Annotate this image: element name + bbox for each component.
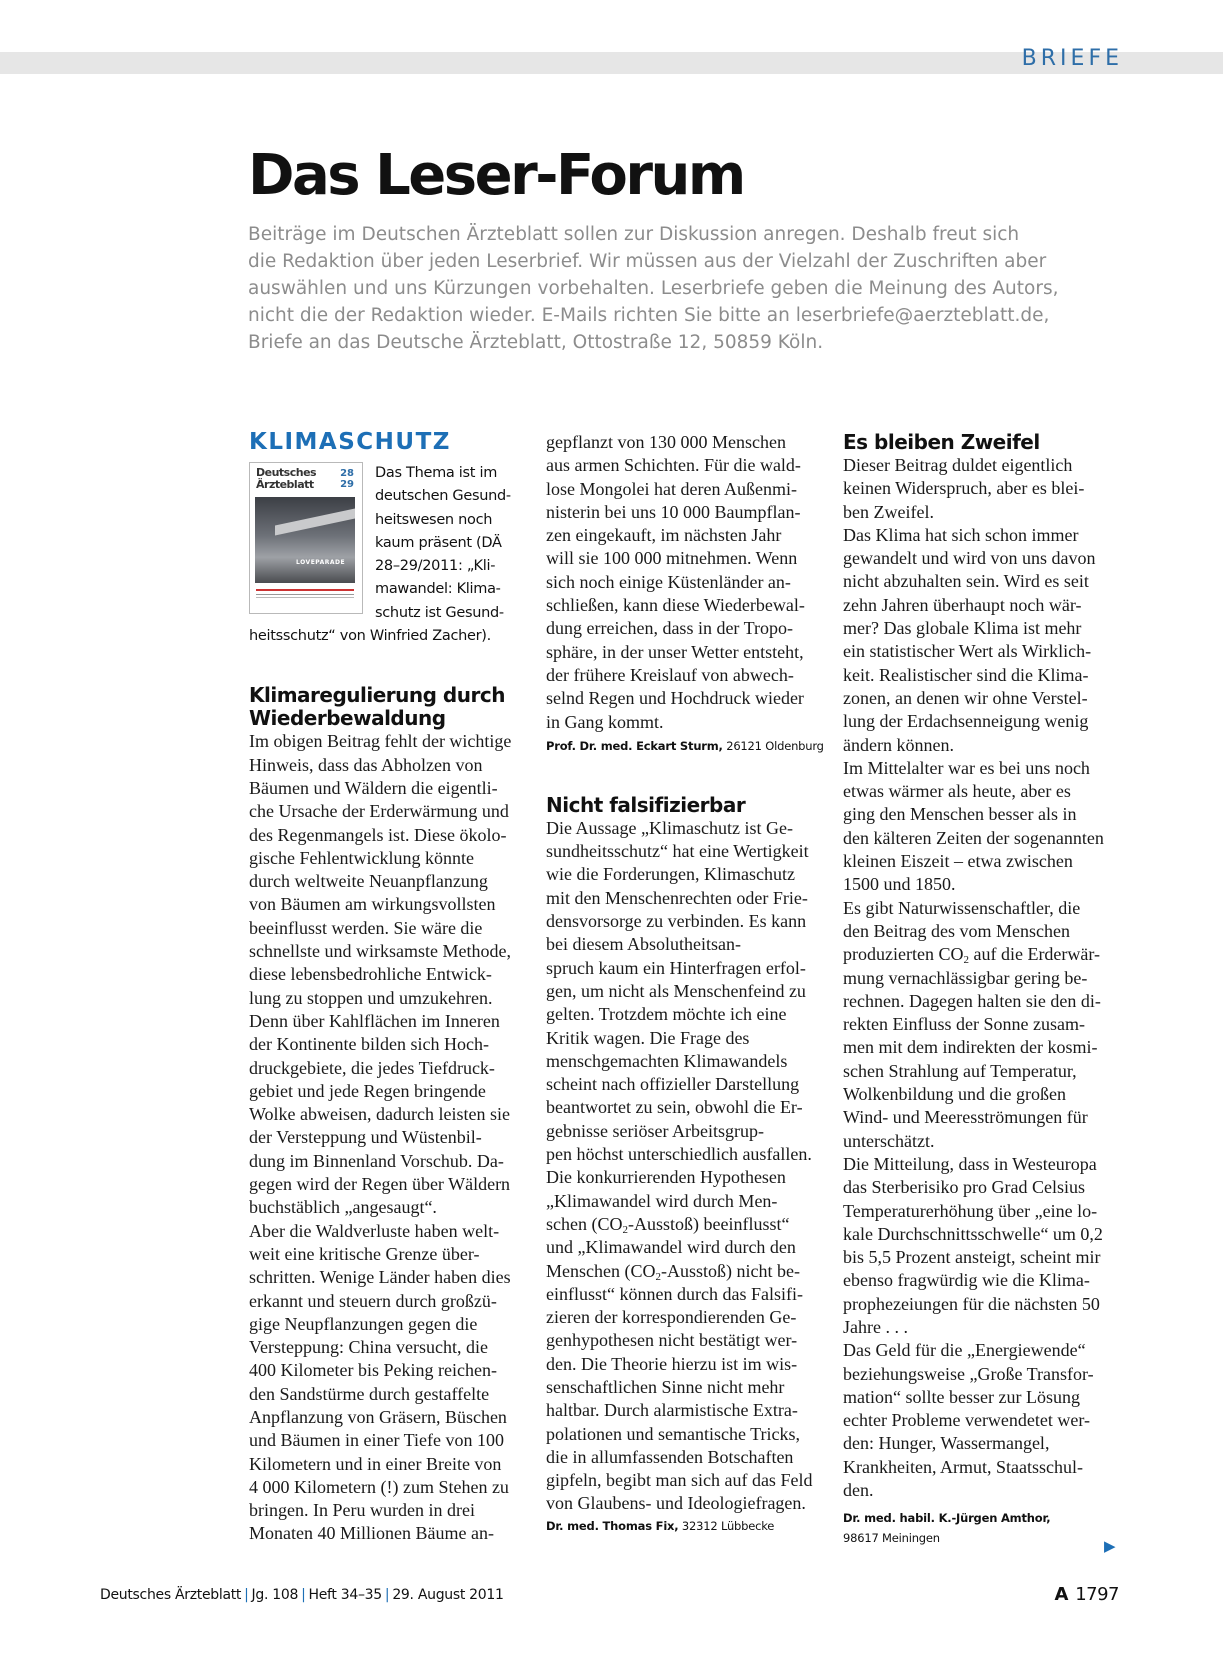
body-line: den Beitrag des vom Menschen bbox=[843, 920, 1070, 941]
body-line: buchstäblich „angesaugt“. bbox=[249, 1197, 437, 1218]
body-line bbox=[843, 943, 1125, 966]
body-line: nicht abzuhalten sein. Wird es seit bbox=[843, 571, 1089, 592]
body-line: Wolke abweisen, dadurch leisten sie bbox=[249, 1104, 510, 1125]
body-line: lung zu stoppen und umzukehren. bbox=[249, 987, 493, 1008]
text-fragment: -Ausstoß) beeinflusst“ bbox=[627, 1213, 790, 1234]
body-line: beantwortet zu sein, obwohl die Er- bbox=[546, 1097, 803, 1118]
body-line: sphäre, in der unser Wetter entsteht, bbox=[546, 641, 804, 662]
section-label: BRIEFE bbox=[1021, 46, 1123, 71]
body-line: die in allumfassenden Botschaften bbox=[546, 1446, 794, 1467]
body-line: Denn über Kahlflächen im Inneren bbox=[249, 1010, 500, 1031]
author-signature bbox=[546, 1516, 828, 1536]
body-line: dung im Binnenland Vorschub. Da- bbox=[249, 1150, 504, 1171]
body-line: Die Aussage „Klimaschutz ist Ge- bbox=[546, 817, 793, 838]
body-line: Temperaturerhöhung über „eine lo- bbox=[843, 1200, 1098, 1221]
body-line: den. Die Theorie hierzu ist im wis- bbox=[546, 1353, 798, 1374]
body-line: pen höchst unterschiedlich ausfallen. bbox=[546, 1144, 812, 1165]
column-2 bbox=[546, 431, 828, 1536]
body-line: polationen und semantische Tricks, bbox=[546, 1423, 800, 1444]
footer-volume: Jg. 108 bbox=[251, 1587, 299, 1603]
body-line: durch weltweite Neuanpflanzung bbox=[249, 871, 488, 892]
body-line: keinen Widerspruch, aber es blei- bbox=[843, 478, 1085, 499]
body-line: gewandelt und wird von uns davon bbox=[843, 548, 1096, 569]
letter-heading bbox=[249, 684, 531, 730]
text-fragment: Menschen (CO bbox=[546, 1260, 656, 1281]
body-line: men mit dem indirekten der kosmi- bbox=[843, 1037, 1098, 1058]
body-line: den. bbox=[843, 1480, 874, 1501]
body-line: rechnen. Dagegen halten sie den di- bbox=[843, 990, 1101, 1011]
body-line: Die konkurrierenden Hypothesen bbox=[546, 1167, 786, 1188]
cover-rule bbox=[256, 597, 354, 598]
body-line: der Kontinente bilden sich Hoch- bbox=[249, 1034, 489, 1055]
body-line: mation“ sollte besser zur Lösung bbox=[843, 1386, 1080, 1407]
body-line: und „Klimawandel wird durch den bbox=[546, 1237, 796, 1258]
body-line: ging den Menschen besser als in bbox=[843, 804, 1077, 825]
body-line: Versteppung: China versucht, die bbox=[249, 1337, 488, 1358]
intro-text bbox=[248, 221, 1148, 356]
kicker-klimaschutz: KLIMASCHUTZ bbox=[249, 429, 451, 455]
body-line: keit. Realistischer sind die Klima- bbox=[843, 664, 1089, 685]
footer-issue: Heft 34–35 bbox=[308, 1587, 382, 1603]
body-line: Das Geld für die „Energiewende“ bbox=[843, 1340, 1086, 1361]
text-fragment: produzierten CO bbox=[843, 944, 964, 965]
body-line: Im Mittelalter war es bei uns noch bbox=[843, 757, 1090, 778]
teaser-line: schutz ist Gesund- bbox=[375, 604, 504, 621]
body-line: ben Zweifel. bbox=[843, 501, 934, 522]
cover-issue-line: 28 bbox=[340, 468, 354, 479]
body-line: weit eine kritische Grenze über- bbox=[249, 1243, 480, 1264]
body-line: nisterin bei uns 10 000 Baumpflan- bbox=[546, 501, 801, 522]
body-line: che Ursache der Erderwärmung und bbox=[249, 801, 509, 822]
body-line: gepflanzt von 130 000 Menschen bbox=[546, 432, 786, 452]
body-line: Anpflanzung von Gräsern, Büschen bbox=[249, 1406, 507, 1427]
cover-title-line: Deutsches bbox=[256, 466, 317, 479]
magazine-cover-thumbnail bbox=[249, 462, 363, 614]
body-line: Bäumen und Wäldern die eigentli- bbox=[249, 777, 498, 798]
body-line: Krankheiten, Armut, Staatsschul- bbox=[843, 1456, 1083, 1477]
page-prefix: A bbox=[1054, 1584, 1068, 1605]
body-line: kale Durchschnittsschwelle“ um 0,2 bbox=[843, 1223, 1103, 1244]
body-line: „Klimawandel wird durch Men- bbox=[546, 1190, 778, 1211]
body-line: des Regenmangels ist. Diese ökolo- bbox=[249, 824, 507, 845]
author-place: 32312 Lübbecke bbox=[681, 1518, 775, 1533]
cover-photo-caption: LOVEPARADE bbox=[296, 559, 346, 566]
teaser-line: kaum präsent (DÄ bbox=[375, 534, 502, 551]
body-line: gebnisse seriöser Arbeitsgrup- bbox=[546, 1120, 764, 1141]
author-place: 26121 Oldenburg bbox=[726, 738, 824, 753]
footer-separator: | bbox=[244, 1587, 249, 1603]
teaser-line: deutschen Gesund- bbox=[375, 488, 511, 505]
body-line: gische Fehlentwicklung könnte bbox=[249, 847, 474, 868]
body-line: Wind- und Meeresströmungen für bbox=[843, 1107, 1088, 1128]
teaser-line: heitswesen noch bbox=[375, 511, 493, 528]
body-line: ein statistischer Wert als Wirklich- bbox=[843, 641, 1092, 662]
body-line: Jahre . . . bbox=[843, 1316, 908, 1337]
body-line: lung der Erdachsenneigung wenig bbox=[843, 711, 1089, 732]
intro-line: Briefe an das Deutsche Ärzteblatt, Ottostraße 12, 50859 Köln. bbox=[248, 332, 824, 353]
cover-title bbox=[256, 467, 316, 491]
triangle-right-icon: ▶ bbox=[1104, 1537, 1116, 1555]
body-line: densvorsorge zu verbinden. Es kann bbox=[546, 911, 807, 932]
column-3 bbox=[843, 431, 1125, 1548]
intro-line: nicht die der Redaktion wieder. E-Mails richten Sie bitte an leserbriefe@aerzteblatt.de, bbox=[248, 305, 1050, 326]
body-line: diese lebensbedrohliche Entwick- bbox=[249, 964, 492, 985]
body-line: gipfeln, begibt man sich auf das Feld bbox=[546, 1470, 813, 1491]
body-line: gegen wird der Regen über Wäldern bbox=[249, 1174, 511, 1195]
letter-body bbox=[546, 431, 828, 734]
body-line: Aber die Waldverluste haben welt- bbox=[249, 1220, 500, 1241]
body-line: das Sterberisiko pro Grad Celsius bbox=[843, 1177, 1085, 1198]
letter-heading-line: Klimaregulierung durch bbox=[249, 683, 505, 708]
body-line: mer? Das globale Klima ist mehr bbox=[843, 618, 1082, 639]
letter-heading: Nicht falsifizierbar bbox=[546, 792, 746, 817]
body-line: einflusst“ können durch das Falsifi- bbox=[546, 1283, 803, 1304]
body-line: 4 000 Kilometern (!) zum Stehen zu bbox=[249, 1476, 509, 1497]
body-line: scheint nach offizieller Darstellung bbox=[546, 1074, 800, 1095]
teaser-line: mawandel: Klima- bbox=[375, 581, 501, 598]
letter-heading: Es bleiben Zweifel bbox=[843, 430, 1040, 454]
body-line: den kälteren Zeiten der sogenannten bbox=[843, 827, 1104, 848]
body-line: etwas wärmer als heute, aber es bbox=[843, 781, 1071, 802]
cover-title-line: Ärzteblatt bbox=[256, 478, 314, 491]
letter-body bbox=[843, 454, 1125, 1502]
body-line: Monaten 40 Millionen Bäume an- bbox=[249, 1523, 494, 1544]
letter-body bbox=[546, 817, 828, 1516]
body-line: in Gang kommt. bbox=[546, 711, 664, 732]
text-fragment: schen (CO bbox=[546, 1213, 623, 1234]
body-line: sundheitsschutz“ hat eine Wertigkeit bbox=[546, 841, 809, 862]
body-line: wie die Forderungen, Klimaschutz bbox=[546, 864, 795, 885]
body-line bbox=[546, 1213, 828, 1236]
footer-separator: | bbox=[384, 1587, 390, 1603]
body-line: senschaftlichen Sinne nicht mehr bbox=[546, 1376, 785, 1397]
body-line: mit den Menschenrechten oder Frie- bbox=[546, 887, 808, 908]
body-line: echter Probleme verwendetet wer- bbox=[843, 1410, 1091, 1431]
cover-rule bbox=[256, 589, 354, 595]
body-line: von Glaubens- und Ideologiefragen. bbox=[546, 1493, 806, 1514]
body-line: gelten. Trotzdem möchte ich eine bbox=[546, 1004, 787, 1025]
footer-journal: Deutsches Ärzteblatt bbox=[100, 1587, 242, 1603]
body-line: beeinflusst werden. Sie wäre die bbox=[249, 917, 483, 938]
body-line: der frühere Kreislauf von abwech- bbox=[546, 664, 794, 685]
body-line: den: Hunger, Wassermangel, bbox=[843, 1433, 1050, 1454]
teaser-line: heitsschutz“ von Winfried Zacher). bbox=[249, 628, 491, 645]
footer-date: 29. August 2011 bbox=[392, 1587, 504, 1603]
body-line: dung erreichen, dass in der Tropo- bbox=[546, 618, 793, 639]
intro-line: die Redaktion über jeden Leserbrief. Wir müssen aus der Vielzahl der Zuschriften aber bbox=[248, 251, 1047, 272]
body-line: druckgebiete, die jedes Tiefdruck- bbox=[249, 1057, 495, 1078]
page-number bbox=[1055, 1584, 1119, 1605]
body-line: Hinweis, dass das Abholzen von bbox=[249, 754, 483, 775]
body-line: von Bäumen am wirkungsvollsten bbox=[249, 894, 496, 915]
author-name: Dr. med. habil. K.-Jürgen Amthor, bbox=[843, 1511, 1051, 1526]
author-name: Prof. Dr. med. Eckart Sturm, bbox=[546, 738, 723, 753]
body-line: schen Strahlung auf Temperatur, bbox=[843, 1060, 1077, 1081]
body-line: kleinen Eiszeit – etwa zwischen bbox=[843, 851, 1073, 872]
footer-separator: | bbox=[301, 1587, 306, 1603]
column-1 bbox=[249, 428, 531, 1546]
body-line: Die Mitteilung, dass in Westeuropa bbox=[843, 1153, 1097, 1174]
body-line bbox=[546, 1260, 828, 1283]
body-line: bis 5,5 Prozent ansteigt, scheint mir bbox=[843, 1247, 1101, 1268]
body-line: mung vernachlässigbar gering be- bbox=[843, 967, 1088, 988]
body-line: bringen. In Peru wurden in drei bbox=[249, 1500, 475, 1521]
body-line: selnd Regen und Hochdruck wieder bbox=[546, 688, 804, 709]
body-line: 400 Kilometer bis Peking reichen- bbox=[249, 1360, 497, 1381]
body-line: aus armen Schichten. Für die wald- bbox=[546, 455, 801, 476]
body-line: prophezeiungen für die nächsten 50 bbox=[843, 1293, 1100, 1314]
body-line: gige Neupflanzungen gegen die bbox=[249, 1313, 478, 1334]
body-line: menschgemachten Klimawandels bbox=[546, 1050, 788, 1071]
subscript: 2 bbox=[963, 954, 969, 967]
intro-line: auswählen und uns Kürzungen vorbehalten. Leserbriefe geben die Meinung des Autors, bbox=[248, 278, 1059, 299]
body-line: 1500 und 1850. bbox=[843, 874, 956, 895]
body-line: genhypothesen nicht bestätigt wer- bbox=[546, 1330, 798, 1351]
letter-body bbox=[249, 730, 531, 1545]
cover-issue bbox=[340, 468, 354, 490]
text-fragment: auf die Erderwär- bbox=[968, 944, 1101, 965]
subscript: 2 bbox=[622, 1223, 628, 1236]
body-line: sich noch einige Küstenländer an- bbox=[546, 571, 791, 592]
body-line: Dieser Beitrag duldet eigentlich bbox=[843, 455, 1073, 475]
page-number-value: 1797 bbox=[1075, 1584, 1119, 1605]
teaser-line: 28–29/2011: „Kli- bbox=[375, 558, 496, 575]
body-line: ebenso fragwürdig wie die Klima- bbox=[843, 1270, 1090, 1291]
body-line: lose Mongolei hat deren Außenmi- bbox=[546, 478, 797, 499]
page-footer bbox=[100, 1587, 504, 1603]
body-line: will sie 100 000 mitnehmen. Wenn bbox=[546, 548, 798, 569]
body-line: Kilometern und in einer Breite von bbox=[249, 1453, 502, 1474]
body-line: zieren der korrespondierenden Ge- bbox=[546, 1307, 797, 1328]
letter-heading-line: Wiederbewaldung bbox=[249, 706, 446, 731]
body-line: Wolkenbildung und die großen bbox=[843, 1084, 1067, 1105]
author-signature bbox=[546, 736, 828, 756]
body-line: Das Klima hat sich schon immer bbox=[843, 524, 1079, 545]
body-line: schritten. Wenige Länder haben dies bbox=[249, 1267, 511, 1288]
author-name: Dr. med. Thomas Fix, bbox=[546, 1518, 679, 1533]
intro-line: Beiträge im Deutschen Ärzteblatt sollen zur Diskussion anregen. Deshalb freut sich bbox=[248, 224, 1020, 245]
body-line: zen eingekauft, im nächsten Jahr bbox=[546, 525, 782, 546]
body-line: Kritik wagen. Die Frage des bbox=[546, 1027, 750, 1048]
author-signature bbox=[843, 1508, 1125, 1548]
body-line: schnellste und wirksamste Methode, bbox=[249, 941, 511, 962]
teaser-line: Das Thema ist im bbox=[375, 465, 498, 481]
body-line: zonen, an denen wir ohne Verstel- bbox=[843, 687, 1088, 708]
body-line: den Sandstürme durch gestaffelte bbox=[249, 1383, 490, 1404]
body-line: beziehungsweise „Große Transfor- bbox=[843, 1363, 1094, 1384]
subscript: 2 bbox=[655, 1270, 661, 1283]
body-line: rekten Einfluss der Sonne zusam- bbox=[843, 1014, 1085, 1035]
body-line: gebiet und jede Regen bringende bbox=[249, 1080, 486, 1101]
body-line: bei diesem Absolutheitsan- bbox=[546, 934, 741, 955]
body-line: Im obigen Beitrag fehlt der wichtige bbox=[249, 731, 512, 752]
body-line: und Bäumen in einer Tiefe von 100 bbox=[249, 1430, 504, 1451]
body-line: spruch kaum ein Hinterfragen erfol- bbox=[546, 957, 806, 978]
body-line: zehn Jahren überhaupt noch wär- bbox=[843, 594, 1082, 615]
text-fragment: -Ausstoß) nicht be- bbox=[660, 1260, 800, 1281]
body-line: Es gibt Naturwissenschaftler, die bbox=[843, 897, 1081, 918]
body-line: haltbar. Durch alarmistische Extra- bbox=[546, 1400, 798, 1421]
body-line: erkannt und steuern durch großzü- bbox=[249, 1290, 497, 1311]
page-title: Das Leser-Forum bbox=[248, 143, 744, 208]
body-line: gen, um nicht als Menschenfeind zu bbox=[546, 980, 806, 1001]
body-line: der Versteppung und Wüstenbil- bbox=[249, 1127, 482, 1148]
body-line: schließen, kann diese Wiederbewal- bbox=[546, 595, 805, 616]
body-line: unterschätzt. bbox=[843, 1130, 935, 1151]
cover-issue-line: 29 bbox=[340, 479, 354, 490]
body-line: ändern können. bbox=[843, 734, 954, 755]
author-place: 98617 Meiningen bbox=[843, 1531, 940, 1546]
